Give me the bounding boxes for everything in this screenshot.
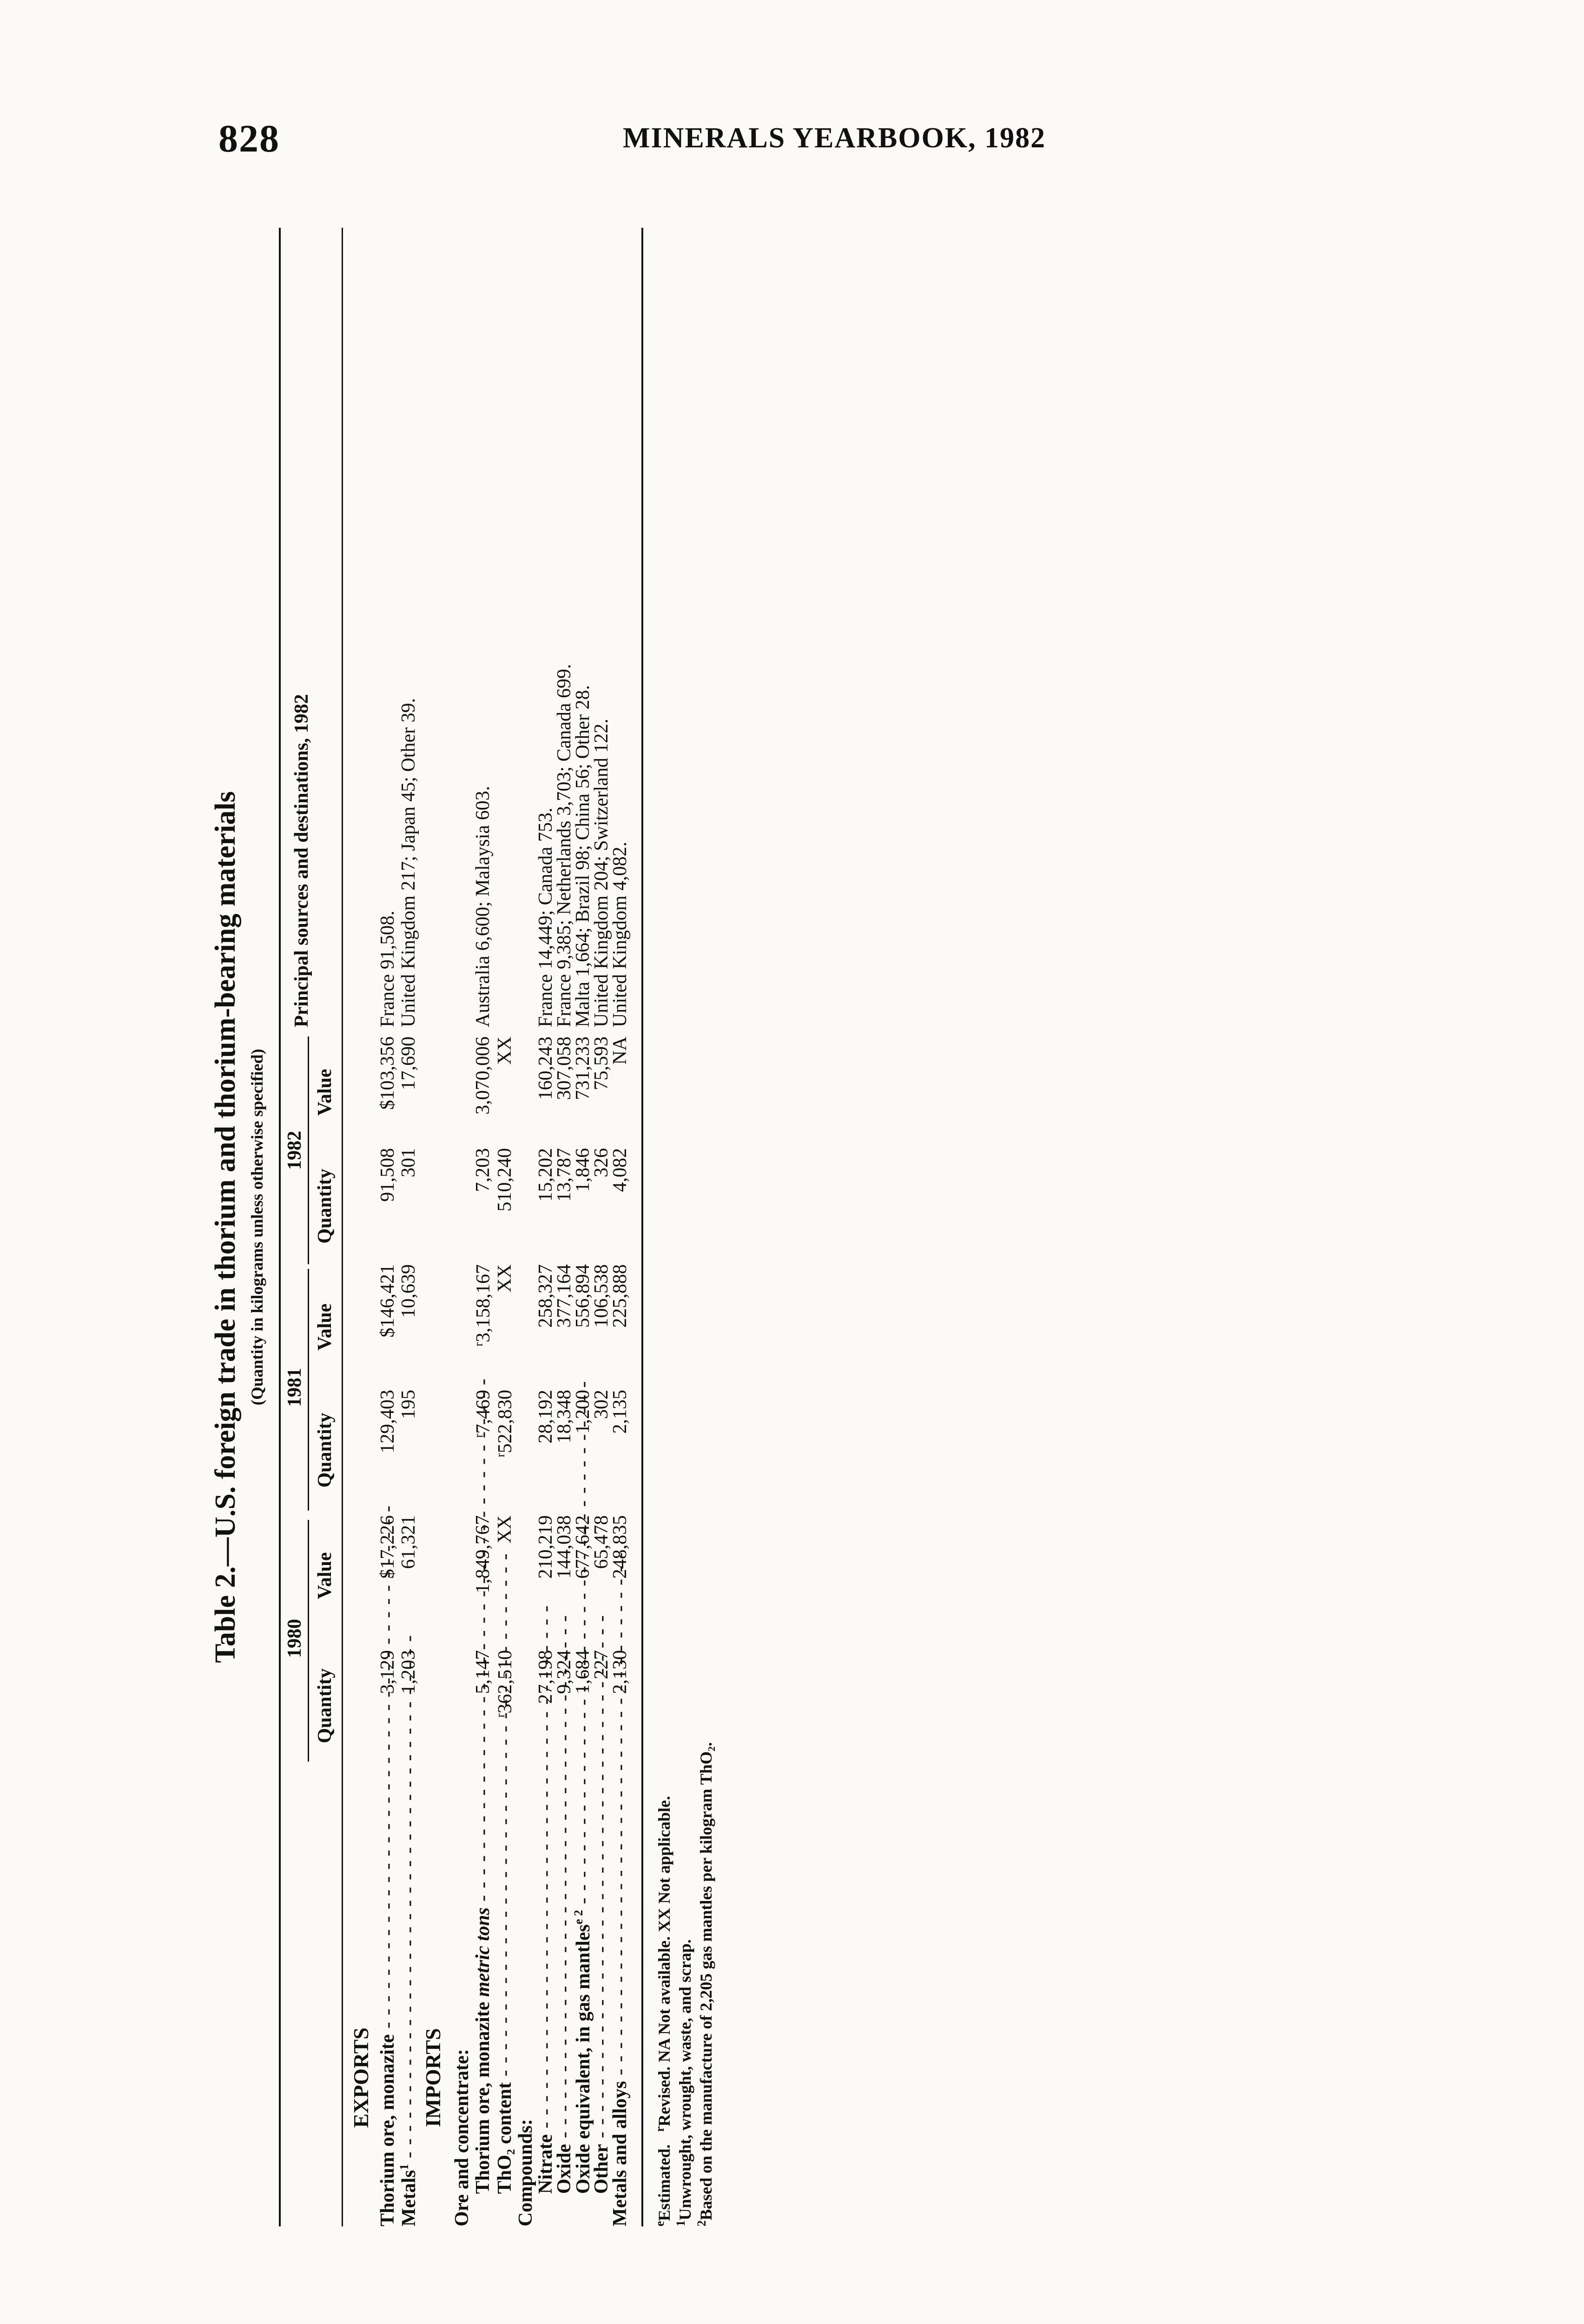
cell-v1981: $^r$3,158,167 bbox=[472, 1264, 494, 1347]
cell-v1980: 248,835 bbox=[609, 1515, 631, 1579]
cell-v1982: 75,593 bbox=[591, 1037, 612, 1090]
cell-v1981: 10,639 bbox=[398, 1264, 419, 1318]
cell-v1981: 225,888 bbox=[609, 1264, 631, 1328]
header-rule bbox=[342, 228, 343, 2226]
cell-q1982: 91,508 bbox=[377, 1148, 398, 1202]
cell-v1982: XX bbox=[494, 1037, 515, 1065]
cell-q1981: 302 bbox=[591, 1390, 612, 1419]
section-exports: EXPORTS bbox=[349, 2027, 373, 2128]
cell-q1980: 5,147 bbox=[472, 1650, 494, 1694]
cell-q1980: 227 bbox=[591, 1650, 612, 1679]
cell-q1981: 195 bbox=[398, 1390, 419, 1419]
top-rule bbox=[279, 228, 281, 2226]
cell-principal: United Kingdom 217; Japan 45; Other 39. bbox=[398, 698, 419, 1027]
cell-q1980: 1,203 bbox=[398, 1650, 419, 1694]
footnote-2: $^2$Based on the manufacture of 2,205 gas mantles per kilogram ThO₂. bbox=[695, 1742, 715, 2226]
footnote-symbols: $^e$Estimated. $^r$Revised. NA Not available. XX Not applicable. bbox=[653, 1796, 673, 2226]
year-1980: 1980 bbox=[284, 1619, 305, 1658]
bottom-rule bbox=[641, 228, 643, 2226]
cell-q1980: 2,130 bbox=[609, 1650, 631, 1694]
cell-q1981: 1,200 bbox=[572, 1390, 594, 1434]
cell-q1981: 129,403 bbox=[377, 1390, 398, 1453]
cell-v1980: XX bbox=[494, 1515, 515, 1544]
row-label-nitrate: Nitrate - - - bbox=[535, 1929, 557, 2226]
cell-v1981: 377,164 bbox=[554, 1264, 575, 1328]
section-imports: IMPORTS bbox=[421, 2028, 445, 2127]
cell-v1981: 258,327 bbox=[535, 1264, 556, 1328]
col-quantity-1982: Quantity bbox=[314, 1169, 336, 1244]
cell-q1980: 9,324 bbox=[554, 1650, 575, 1694]
page-number: 828 bbox=[218, 117, 280, 160]
row-label-compounds: Compounds: bbox=[515, 2119, 536, 2226]
cell-v1981: 106,538 bbox=[591, 1264, 612, 1328]
row-label-oxide: Oxide - - - bbox=[553, 1929, 575, 2226]
cell-v1980: 1,849,767 bbox=[472, 1515, 494, 1593]
cell-v1981: $146,421 bbox=[377, 1264, 398, 1338]
row-label-thorium-ore-imports: Thorium ore, monazite metric tons - - - bbox=[472, 1929, 494, 2226]
col-value-1980: Value bbox=[314, 1552, 336, 1599]
cell-q1980: 27,198 bbox=[535, 1650, 556, 1704]
year-1980-rule bbox=[308, 1520, 309, 1762]
cell-v1981: XX bbox=[494, 1264, 515, 1293]
cell-v1982: 17,690 bbox=[398, 1037, 419, 1090]
cell-q1980: $^r$362,510 bbox=[494, 1650, 516, 1718]
cell-q1982: 510,240 bbox=[494, 1148, 515, 1212]
footnote-1: $^1$Unwrought, wrought, waste, and scrap. bbox=[674, 1939, 694, 2226]
cell-q1981: 2,135 bbox=[609, 1390, 631, 1434]
row-label-thorium-ore-exports: Thorium ore, monazite - - - bbox=[376, 1929, 399, 2226]
cell-v1981: 556,894 bbox=[572, 1264, 594, 1328]
cell-q1981: 28,192 bbox=[535, 1390, 556, 1444]
cell-q1982: 7,203 bbox=[472, 1148, 494, 1192]
cell-q1982: 13,787 bbox=[554, 1148, 575, 1202]
col-quantity-1981: Quantity bbox=[314, 1413, 336, 1488]
cell-q1982: 4,082 bbox=[609, 1148, 631, 1192]
cell-q1982: 1,846 bbox=[572, 1148, 594, 1192]
row-label-other: Other - - - bbox=[590, 1929, 613, 2226]
cell-q1980: 1,684 bbox=[572, 1650, 594, 1694]
running-head: MINERALS YEARBOOK, 1982 bbox=[623, 122, 1046, 154]
row-label-ore-concentrate: Ore and concentrate: bbox=[451, 2049, 473, 2226]
table-title: Table 2.—U.S. foreign trade in thorium and thorium-bearing materials bbox=[210, 791, 241, 1663]
cell-v1982: $103,356 bbox=[377, 1037, 398, 1110]
col-value-1982: Value bbox=[314, 1069, 336, 1116]
year-1981-rule bbox=[308, 1269, 309, 1511]
cell-q1981: $^r$7,469 bbox=[472, 1390, 494, 1438]
cell-v1980: 677,642 bbox=[572, 1515, 594, 1579]
row-label-metals-exports: Metals$^1$ - - - bbox=[397, 1929, 420, 2226]
cell-v1980: $17,226 bbox=[377, 1515, 398, 1579]
cell-principal: Australia 6,600; Malaysia 603. bbox=[472, 786, 494, 1027]
cell-q1981: $^r$522,830 bbox=[494, 1390, 516, 1458]
cell-v1982: NA bbox=[609, 1037, 631, 1065]
year-1982: 1982 bbox=[284, 1131, 305, 1170]
cell-v1982: 731,233 bbox=[572, 1037, 594, 1100]
cell-q1982: 301 bbox=[398, 1148, 419, 1177]
year-1981: 1981 bbox=[284, 1368, 305, 1407]
cell-principal: France 9,385; Netherlands 3,703; Canada 699. bbox=[554, 664, 575, 1027]
cell-q1980: 3,129 bbox=[377, 1650, 398, 1694]
cell-principal: United Kingdom 4,082. bbox=[609, 842, 631, 1027]
cell-q1982: 326 bbox=[591, 1148, 612, 1177]
row-label-tho2-content: ThO₂ content - - - bbox=[494, 1929, 516, 2226]
cell-principal: Malta 1,664; Brazil 98; China 56; Other 28. bbox=[572, 685, 594, 1027]
row-label-metals-alloys: Metals and alloys - - - bbox=[609, 1929, 631, 2226]
cell-v1980: 61,321 bbox=[398, 1515, 419, 1569]
cell-principal: United Kingdom 204; Switzerland 122. bbox=[591, 719, 612, 1027]
year-1982-rule bbox=[308, 1037, 309, 1264]
cell-v1982: 160,243 bbox=[535, 1037, 556, 1100]
cell-q1982: 15,202 bbox=[535, 1148, 556, 1202]
cell-q1981: 18,348 bbox=[554, 1390, 575, 1444]
cell-v1980: 144,038 bbox=[554, 1515, 575, 1579]
col-quantity-1980: Quantity bbox=[314, 1668, 336, 1743]
table-subtitle: (Quantity in kilograms unless otherwise specified) bbox=[248, 1049, 266, 1406]
cell-v1980: 210,219 bbox=[535, 1515, 556, 1579]
col-principal: Principal sources and destinations, 1982 bbox=[291, 694, 312, 1027]
cell-v1980: 65,478 bbox=[591, 1515, 612, 1569]
cell-principal: France 91,508. bbox=[377, 911, 398, 1027]
cell-principal: France 14,449; Canada 753. bbox=[535, 807, 556, 1027]
cell-v1982: 307,058 bbox=[554, 1037, 575, 1100]
rotated-table bbox=[209, 228, 813, 2226]
row-label-oxide-equivalent: Oxide equivalent, in gas mantles$^{e 2}$ - - - bbox=[572, 1929, 594, 2226]
cell-v1982: 3,070,006 bbox=[472, 1037, 494, 1115]
col-value-1981: Value bbox=[314, 1303, 336, 1351]
